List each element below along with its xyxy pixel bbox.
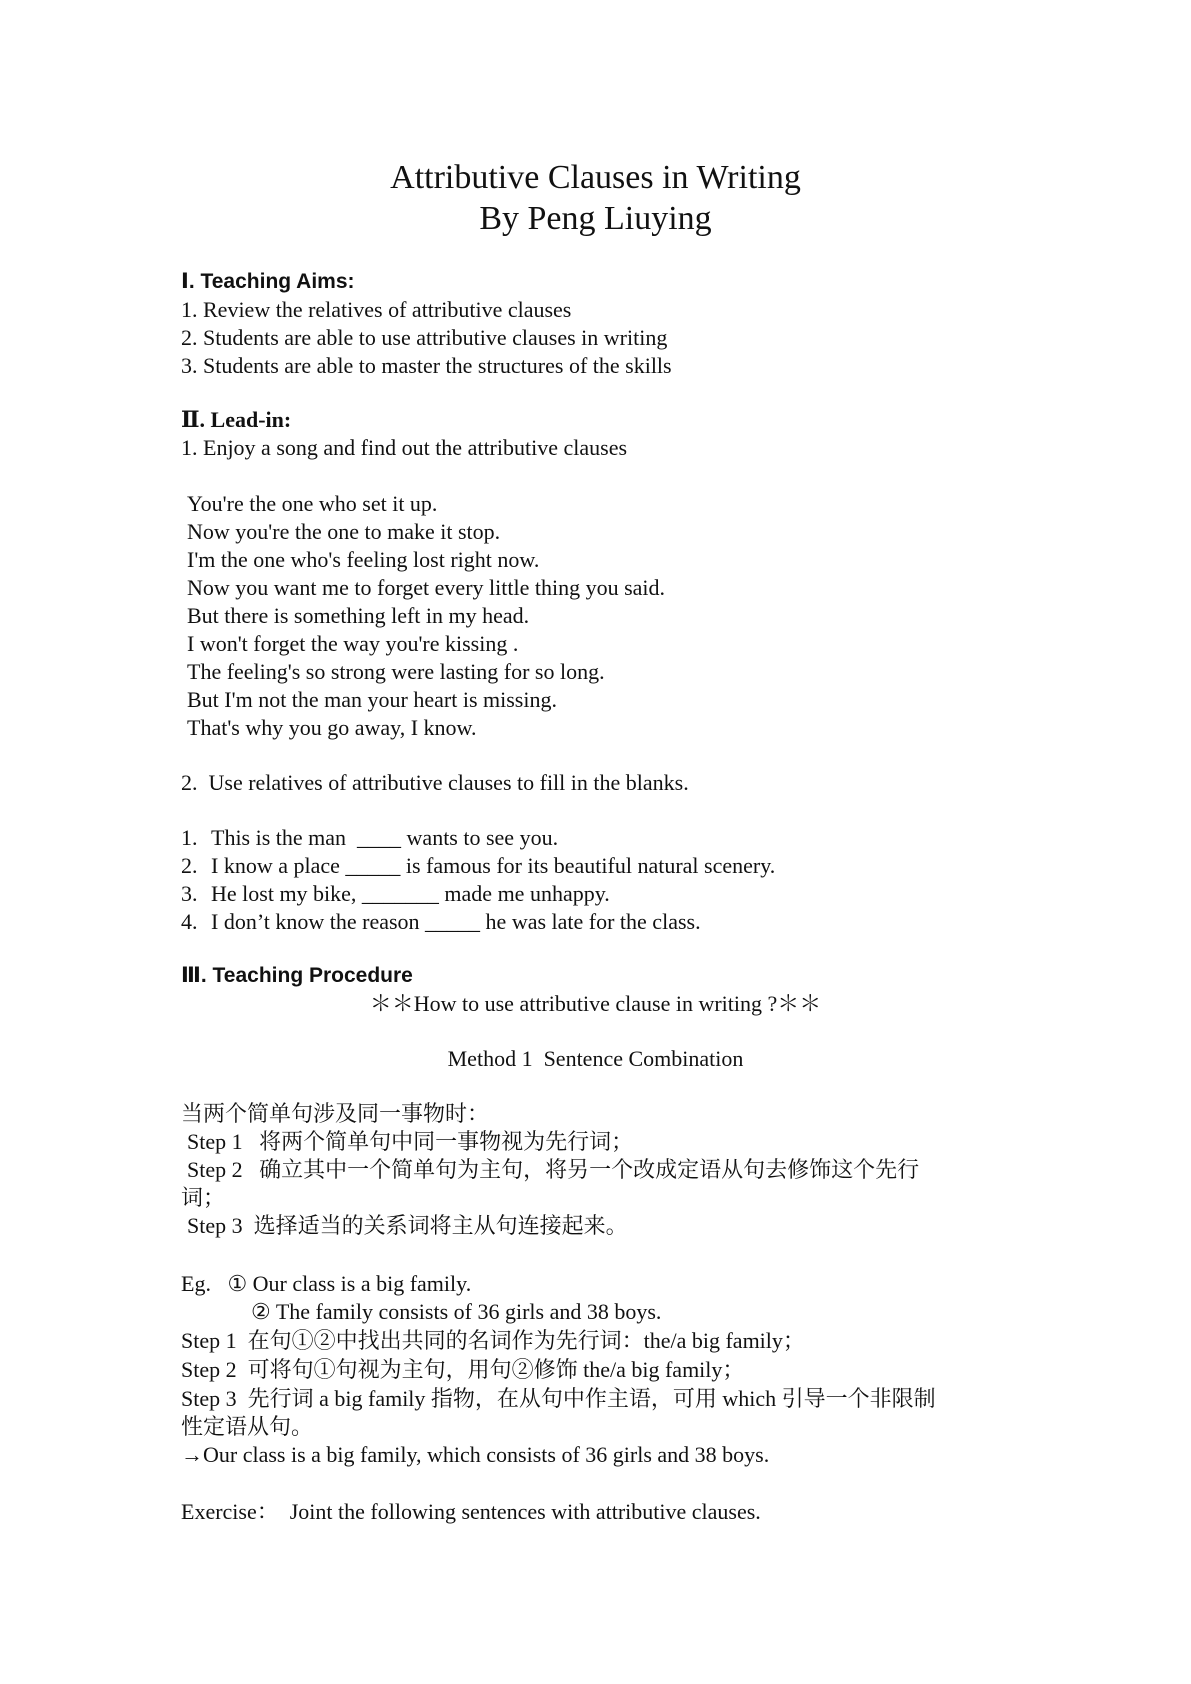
song-lyric-line: But there is something left in my head. (187, 603, 530, 628)
fill-blank-sentence: This is the man ____ wants to see you. (211, 825, 559, 850)
example-step: Step 3 先行词 a big family 指物，在从句中作主语，可用 which 引导一个非限制 (181, 1386, 936, 1411)
fill-blank-number: 4. (181, 909, 198, 934)
song-lyric-line: You're the one who set it up. (187, 491, 438, 516)
method-step: Step 3 选择适当的关系词将主从句连接起来。 (187, 1213, 628, 1238)
example-step: Step 2 可将句①句视为主句，用句②修饰 the/a big family； (181, 1357, 745, 1382)
example-sentence-1: Eg. ① Our class is a big family. (181, 1271, 472, 1296)
procedure-subtitle: ＊＊How to use attributive clause in writing ?＊＊ (369, 991, 822, 1016)
song-lyric-line: Now you're the one to make it stop. (187, 519, 501, 544)
example-step-continuation: 性定语从句。 (181, 1414, 314, 1439)
fill-blank-item (181, 824, 558, 852)
method-step: Step 2 确立其中一个简单句为主句，将另一个改成定语从句去修饰这个先行 (187, 1157, 920, 1182)
song-lyric-line: I won't forget the way you're kissing . (187, 631, 519, 656)
method-step: Step 1 将两个简单句中同一事物视为先行词； (187, 1129, 634, 1154)
section-heading-lead-in: Ⅱ. Lead-in: (181, 407, 292, 432)
example-result: →Our class is a big family, which consists of 36 girls and 38 boys. (181, 1442, 770, 1467)
song-lyric-line: Now you want me to forget every little thing you said. (187, 575, 666, 600)
exercise-instruction: Exercise： Joint the following sentences with attributive clauses. (181, 1499, 761, 1524)
lead-in-task-1: 1. Enjoy a song and find out the attributive clauses (181, 435, 628, 460)
fill-blank-item (181, 908, 701, 936)
document-title: Attributive Clauses in Writing (390, 159, 801, 196)
document-author: By Peng Liuying (479, 200, 712, 237)
method-intro: 当两个简单句涉及同一事物时： (181, 1101, 490, 1126)
aim-item: 3. Students are able to master the structures of the skills (181, 353, 672, 378)
song-lyric-line: The feeling's so strong were lasting for so long. (187, 659, 605, 684)
fill-blank-sentence: I know a place _____ is famous for its beautiful natural scenery. (211, 853, 776, 878)
section-heading-teaching-aims: Ⅰ. Teaching Aims: (181, 270, 355, 293)
song-lyric-line: But I'm not the man your heart is missing. (187, 687, 557, 712)
song-lyric-line: That's why you go away, I know. (187, 715, 477, 740)
section-heading-teaching-procedure: Ⅲ. Teaching Procedure (181, 964, 413, 987)
lead-in-task-2: 2. Use relatives of attributive clauses to fill in the blanks. (181, 770, 689, 795)
fill-blank-item (181, 880, 610, 908)
example-step: Step 1 在句①②中找出共同的名词作为先行词：the/a big family； (181, 1328, 805, 1353)
fill-blank-number: 2. (181, 853, 198, 878)
method-step-continuation: 词； (181, 1185, 226, 1210)
fill-blank-sentence: I don’t know the reason _____ he was late for the class. (211, 909, 701, 934)
song-lyric-line: I'm the one who's feeling lost right now. (187, 547, 540, 572)
aim-item: 1. Review the relatives of attributive clauses (181, 297, 572, 322)
method-title: Method 1 Sentence Combination (447, 1046, 744, 1071)
fill-blank-item (181, 852, 775, 880)
example-sentence-2: ② The family consists of 36 girls and 38 boys. (251, 1299, 662, 1324)
fill-blank-number: 1. (181, 825, 198, 850)
fill-blank-number: 3. (181, 881, 198, 906)
fill-blank-sentence: He lost my bike, _______ made me unhappy. (211, 881, 610, 906)
aim-item: 2. Students are able to use attributive clauses in writing (181, 325, 668, 350)
